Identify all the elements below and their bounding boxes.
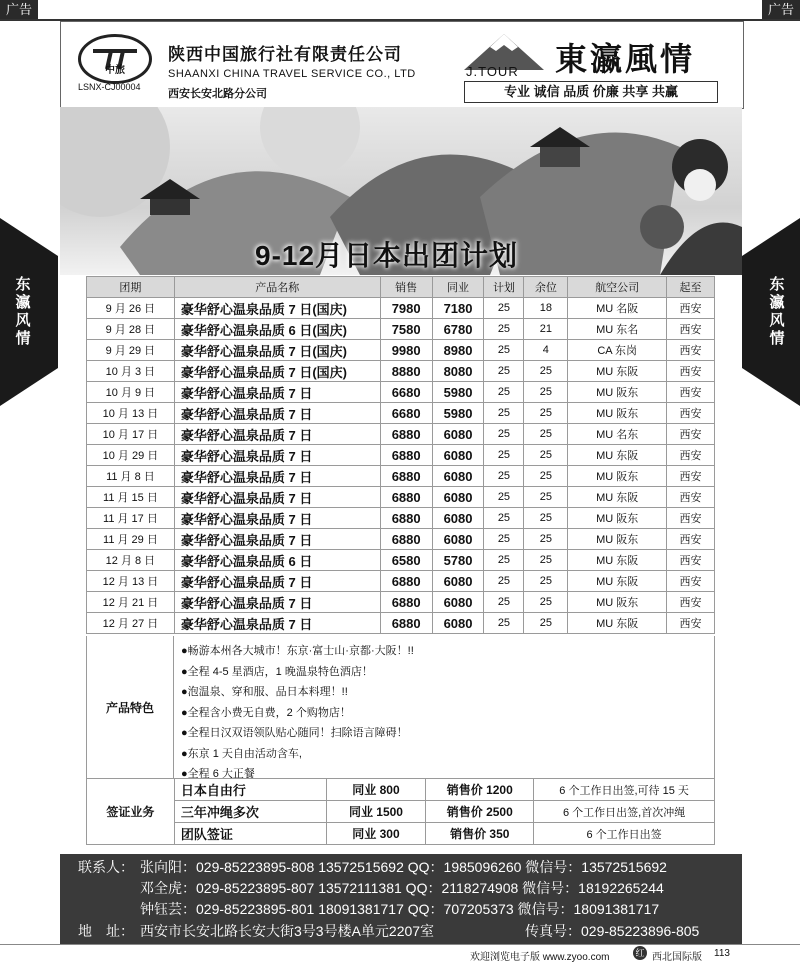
row-product: 豪华舒心温泉品质 7 日 — [174, 466, 380, 487]
row-plan: 25 — [484, 403, 524, 424]
row-origin: 西安 — [667, 445, 715, 466]
row-product: 豪华舒心温泉品质 7 日(国庆) — [174, 361, 380, 382]
table-row — [87, 529, 715, 550]
row-remaining: 25 — [524, 403, 568, 424]
row-remaining: 4 — [524, 340, 568, 361]
row-peer-price: 5980 — [432, 382, 484, 403]
row-origin: 西安 — [667, 529, 715, 550]
side-band-text-right — [748, 276, 800, 348]
row-airline: MU 阪东 — [568, 529, 667, 550]
row-date: 9 月 26 日 — [87, 298, 175, 319]
row-date: 12 月 8 日 — [87, 550, 175, 571]
feature-item: ●泡温泉、穿和服、品日本料理！!! — [181, 686, 348, 698]
row-remaining: 25 — [524, 592, 568, 613]
logo-text: 中旅 — [105, 65, 125, 76]
row-airline: MU 名阪 — [568, 298, 667, 319]
row-origin: 西安 — [667, 550, 715, 571]
row-peer-price: 6080 — [432, 592, 484, 613]
row-date: 10 月 13 日 — [87, 403, 175, 424]
row-peer-price: 6080 — [432, 445, 484, 466]
row-origin: 西安 — [667, 361, 715, 382]
table-row — [87, 298, 715, 319]
row-airline: CA 东岗 — [568, 340, 667, 361]
row-product: 豪华舒心温泉品质 7 日(国庆) — [174, 340, 380, 361]
header-airline: 航空公司 — [568, 277, 667, 298]
row-origin: 西安 — [667, 424, 715, 445]
row-remaining: 25 — [524, 571, 568, 592]
row-plan: 25 — [484, 487, 524, 508]
row-remaining: 25 — [524, 550, 568, 571]
row-sale-price: 6580 — [380, 550, 432, 571]
row-product: 豪华舒心温泉品质 7 日 — [174, 592, 380, 613]
row-date: 11 月 17 日 — [87, 508, 175, 529]
side-band-text-left — [0, 276, 52, 348]
row-airline: MU 东阪 — [568, 487, 667, 508]
visa-name: 日本自由行 — [174, 779, 326, 801]
table-row — [87, 382, 715, 403]
row-product: 豪华舒心温泉品质 6 日 — [174, 550, 380, 571]
contact-person: 邓全虎：029-85223895-807 13572111381 QQ：2118274908 微信号：18192265244 — [140, 880, 664, 896]
row-plan: 25 — [484, 340, 524, 361]
row-remaining: 25 — [524, 466, 568, 487]
row-remaining: 21 — [524, 319, 568, 340]
row-plan: 25 — [484, 550, 524, 571]
visa-row — [87, 779, 715, 801]
table-row — [87, 571, 715, 592]
header-plan: 计划 — [484, 277, 524, 298]
row-remaining: 25 — [524, 529, 568, 550]
row-sale-price: 6880 — [380, 592, 432, 613]
banner-title: 9-12月日本出团计划 — [255, 240, 519, 271]
table-row — [87, 466, 715, 487]
jtour-logo: J.TOUR — [466, 64, 519, 79]
row-airline: MU 阪东 — [568, 508, 667, 529]
visa-row — [87, 801, 715, 823]
address: 西安市长安北路长安大街3号3号楼A单元2207室 — [140, 923, 435, 939]
table-header-row — [87, 277, 715, 298]
row-airline: MU 东阪 — [568, 613, 667, 634]
row-peer-price: 6080 — [432, 466, 484, 487]
table-row — [87, 319, 715, 340]
row-product: 豪华舒心温泉品质 7 日 — [174, 571, 380, 592]
header-sale: 销售 — [380, 277, 432, 298]
welcome-text: 欢迎浏览电子版 www.zyoo.com — [470, 952, 610, 963]
row-date: 11 月 15 日 — [87, 487, 175, 508]
row-date: 9 月 28 日 — [87, 319, 175, 340]
row-sale-price: 7580 — [380, 319, 432, 340]
header-remaining: 余位 — [524, 277, 568, 298]
features-list — [181, 641, 414, 785]
row-product: 豪华舒心温泉品质 7 日 — [174, 424, 380, 445]
schedule-body — [87, 298, 715, 634]
row-date: 12 月 27 日 — [87, 613, 175, 634]
feature-item: ●畅游本州各大城市！东京·富士山·京都·大阪！!! — [181, 645, 414, 657]
row-origin: 西安 — [667, 487, 715, 508]
row-sale-price: 6880 — [380, 508, 432, 529]
row-peer-price: 5780 — [432, 550, 484, 571]
row-product: 豪华舒心温泉品质 7 日 — [174, 529, 380, 550]
row-date: 10 月 29 日 — [87, 445, 175, 466]
visa-note: 6 个工作日出签,首次冲绳 — [534, 801, 715, 823]
row-sale-price: 6880 — [380, 571, 432, 592]
row-airline: MU 阪东 — [568, 466, 667, 487]
row-sale-price: 9980 — [380, 340, 432, 361]
side-band-left — [0, 218, 58, 406]
row-date: 10 月 17 日 — [87, 424, 175, 445]
row-product: 豪华舒心温泉品质 6 日(国庆) — [174, 319, 380, 340]
row-remaining: 25 — [524, 424, 568, 445]
visa-label: 签证业务 — [87, 779, 175, 845]
company-name-cn: 陕西中国旅行社有限责任公司 — [168, 45, 402, 64]
visa-peer-price: 同业 800 — [326, 779, 426, 801]
address-label: 地 址： — [78, 923, 134, 939]
feature-item: ●全程含小费无自费，2 个购物店！ — [181, 706, 351, 719]
row-origin: 西安 — [667, 340, 715, 361]
row-plan: 25 — [484, 466, 524, 487]
ad-tag-left: 广告 — [0, 0, 38, 19]
visa-note: 6 个工作日出签,可待 15 天 — [534, 779, 715, 801]
side-band-label-left: 东 瀛 风 情 — [15, 276, 31, 347]
row-peer-price: 6080 — [432, 424, 484, 445]
header-origin: 起至 — [667, 277, 715, 298]
row-origin: 西安 — [667, 613, 715, 634]
header-peer: 同业 — [432, 277, 484, 298]
row-origin: 西安 — [667, 466, 715, 487]
row-product: 豪华舒心温泉品质 7 日 — [174, 613, 380, 634]
row-plan: 25 — [484, 508, 524, 529]
row-plan: 25 — [484, 361, 524, 382]
row-date: 12 月 13 日 — [87, 571, 175, 592]
row-sale-price: 6880 — [380, 613, 432, 634]
feature-item: ●全程日汉双语领队贴心随同！扫除语言障碍！ — [181, 727, 408, 739]
row-airline: MU 东阪 — [568, 571, 667, 592]
visa-name: 团队签证 — [174, 823, 326, 845]
row-plan: 25 — [484, 424, 524, 445]
row-product: 豪华舒心温泉品质 7 日(国庆) — [174, 298, 380, 319]
row-plan: 25 — [484, 382, 524, 403]
row-remaining: 25 — [524, 445, 568, 466]
table-row — [87, 550, 715, 571]
contact-person: 张向阳：029-85223895-808 13572515692 QQ：1985096260 微信号：13572515692 — [140, 859, 667, 875]
feature-item: ●东京 1 天自由活动含车, — [181, 747, 302, 760]
row-remaining: 25 — [524, 361, 568, 382]
company-name-en: SHAANXI CHINA TRAVEL SERVICE CO., LTD — [168, 68, 416, 80]
visa-peer-price: 同业 300 — [326, 823, 426, 845]
row-origin: 西安 — [667, 382, 715, 403]
row-plan: 25 — [484, 571, 524, 592]
row-product: 豪华舒心温泉品质 7 日 — [174, 487, 380, 508]
visa-note: 6 个工作日出签 — [534, 823, 715, 845]
row-plan: 25 — [484, 298, 524, 319]
row-peer-price: 6780 — [432, 319, 484, 340]
row-airline: MU 东阪 — [568, 550, 667, 571]
visa-table — [86, 778, 715, 845]
row-sale-price: 8880 — [380, 361, 432, 382]
row-sale-price: 6880 — [380, 529, 432, 550]
edition-name: 西北国际版 — [652, 952, 702, 963]
row-peer-price: 7180 — [432, 298, 484, 319]
row-remaining: 25 — [524, 508, 568, 529]
brand-slogan: 专业 诚信 品质 价廉 共享 共赢 — [464, 81, 718, 103]
row-plan: 25 — [484, 592, 524, 613]
table-row — [87, 340, 715, 361]
row-remaining: 25 — [524, 487, 568, 508]
visa-row — [87, 823, 715, 845]
contact-footer — [60, 854, 742, 944]
table-row — [87, 361, 715, 382]
row-peer-price: 5980 — [432, 403, 484, 424]
row-product: 豪华舒心温泉品质 7 日 — [174, 403, 380, 424]
row-date: 11 月 8 日 — [87, 466, 175, 487]
row-airline: MU 阪东 — [568, 592, 667, 613]
row-date: 11 月 29 日 — [87, 529, 175, 550]
bottom-rule — [0, 944, 800, 945]
row-sale-price: 6680 — [380, 382, 432, 403]
table-row — [87, 403, 715, 424]
side-band-right — [742, 218, 800, 406]
feature-item: ●全程 6 大正餐 — [181, 768, 255, 780]
row-peer-price: 6080 — [432, 613, 484, 634]
row-sale-price: 6680 — [380, 403, 432, 424]
row-product: 豪华舒心温泉品质 7 日 — [174, 445, 380, 466]
row-sale-price: 7980 — [380, 298, 432, 319]
row-origin: 西安 — [667, 571, 715, 592]
row-airline: MU 东阪 — [568, 445, 667, 466]
row-plan: 25 — [484, 529, 524, 550]
row-remaining: 25 — [524, 613, 568, 634]
row-product: 豪华舒心温泉品质 7 日 — [174, 508, 380, 529]
row-plan: 25 — [484, 613, 524, 634]
row-airline: MU 名东 — [568, 424, 667, 445]
banner-image — [60, 107, 742, 275]
row-airline: MU 东阪 — [568, 361, 667, 382]
features-label: 产品特色 — [87, 636, 174, 778]
row-sale-price: 6880 — [380, 487, 432, 508]
row-date: 10 月 3 日 — [87, 361, 175, 382]
ad-tag-right: 广告 — [762, 0, 800, 19]
schedule-table — [86, 276, 715, 634]
row-origin: 西安 — [667, 403, 715, 424]
row-date: 12 月 21 日 — [87, 592, 175, 613]
row-sale-price: 6880 — [380, 445, 432, 466]
row-peer-price: 8080 — [432, 361, 484, 382]
table-row — [87, 424, 715, 445]
row-date: 10 月 9 日 — [87, 382, 175, 403]
row-plan: 25 — [484, 445, 524, 466]
cts-logo — [78, 34, 152, 84]
features-box — [86, 636, 715, 779]
row-product: 豪华舒心温泉品质 7 日 — [174, 382, 380, 403]
row-plan: 25 — [484, 319, 524, 340]
row-origin: 西安 — [667, 319, 715, 340]
header-product: 产品名称 — [174, 277, 380, 298]
feature-item: ●全程 4-5 星酒店，1 晚温泉特色酒店！ — [181, 665, 373, 678]
visa-sale-price: 销售价 1200 — [426, 779, 534, 801]
brand-title: 東瀛風情 — [555, 41, 696, 77]
table-row — [87, 487, 715, 508]
company-branch: 西安长安北路分公司 — [168, 88, 267, 100]
table-row — [87, 508, 715, 529]
contact-person: 钟钰芸：029-85223895-801 18091381717 QQ：707205373 微信号：18091381717 — [140, 901, 660, 917]
header-date: 团期 — [87, 277, 175, 298]
license-number: LSNX-CJ00004 — [78, 82, 141, 92]
page-number: 113 — [714, 948, 730, 959]
visa-peer-price: 同业 1500 — [326, 801, 426, 823]
row-remaining: 18 — [524, 298, 568, 319]
table-row — [87, 613, 715, 634]
row-peer-price: 6080 — [432, 508, 484, 529]
edition-badge: 红 — [633, 946, 647, 960]
row-airline: MU 阪东 — [568, 403, 667, 424]
row-remaining: 25 — [524, 382, 568, 403]
row-airline: MU 东名 — [568, 319, 667, 340]
row-date: 9 月 29 日 — [87, 340, 175, 361]
row-sale-price: 6880 — [380, 466, 432, 487]
row-origin: 西安 — [667, 592, 715, 613]
row-origin: 西安 — [667, 508, 715, 529]
row-peer-price: 6080 — [432, 487, 484, 508]
side-band-label-right: 东 瀛 风 情 — [769, 276, 785, 347]
contacts-label: 联系人： — [78, 859, 134, 875]
row-peer-price: 8980 — [432, 340, 484, 361]
fax-number: 传真号：029-85223896-805 — [525, 923, 700, 939]
row-airline: MU 阪东 — [568, 382, 667, 403]
visa-name: 三年冲绳多次 — [174, 801, 326, 823]
row-origin: 西安 — [667, 298, 715, 319]
table-row — [87, 592, 715, 613]
visa-sale-price: 销售价 350 — [426, 823, 534, 845]
row-sale-price: 6880 — [380, 424, 432, 445]
table-row — [87, 445, 715, 466]
visa-sale-price: 销售价 2500 — [426, 801, 534, 823]
row-peer-price: 6080 — [432, 571, 484, 592]
row-peer-price: 6080 — [432, 529, 484, 550]
